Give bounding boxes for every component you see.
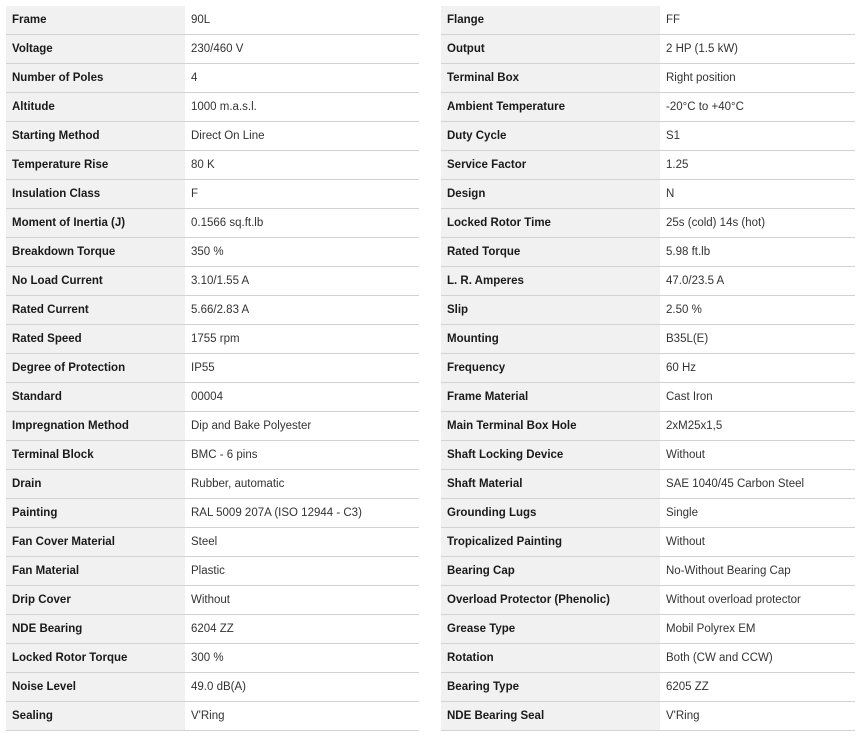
spec-table-left [6, 6, 419, 731]
spec-value: Both (CW and CCW) [660, 644, 855, 673]
spec-label: Output [441, 35, 660, 64]
spec-label: Degree of Protection [6, 354, 185, 383]
spec-value: BMC - 6 pins [185, 441, 419, 470]
spec-label: Locked Rotor Time [441, 209, 660, 238]
spec-value: Without [660, 441, 855, 470]
spec-value: 230/460 V [185, 35, 419, 64]
spec-row [6, 499, 419, 528]
spec-label: Insulation Class [6, 180, 185, 209]
spec-value: V'Ring [660, 702, 855, 731]
spec-value: 2.50 % [660, 296, 855, 325]
spec-label: Terminal Box [441, 64, 660, 93]
spec-label: Fan Material [6, 557, 185, 586]
spec-row [6, 93, 419, 122]
spec-row [441, 470, 855, 499]
spec-value: S1 [660, 122, 855, 151]
spec-row [6, 557, 419, 586]
spec-row [441, 209, 855, 238]
spec-table-left-body [6, 6, 419, 731]
spec-value: 6205 ZZ [660, 673, 855, 702]
spec-row [6, 35, 419, 64]
spec-label: Number of Poles [6, 64, 185, 93]
spec-value: Steel [185, 528, 419, 557]
spec-value: V'Ring [185, 702, 419, 731]
spec-label: Shaft Material [441, 470, 660, 499]
spec-value: 6204 ZZ [185, 615, 419, 644]
spec-row [6, 412, 419, 441]
spec-label: Moment of Inertia (J) [6, 209, 185, 238]
spec-label: Breakdown Torque [6, 238, 185, 267]
spec-value: 47.0/23.5 A [660, 267, 855, 296]
spec-label: Rated Current [6, 296, 185, 325]
spec-label: Locked Rotor Torque [6, 644, 185, 673]
spec-table-right [441, 6, 855, 731]
spec-label: Grounding Lugs [441, 499, 660, 528]
spec-value: Right position [660, 64, 855, 93]
spec-row [6, 122, 419, 151]
spec-label: Noise Level [6, 673, 185, 702]
spec-row [6, 354, 419, 383]
spec-row [441, 615, 855, 644]
spec-label: Main Terminal Box Hole [441, 412, 660, 441]
spec-label: Standard [6, 383, 185, 412]
spec-row [441, 325, 855, 354]
spec-row [6, 6, 419, 35]
spec-row [6, 151, 419, 180]
spec-row [441, 180, 855, 209]
spec-row [441, 354, 855, 383]
spec-row [6, 702, 419, 731]
spec-value: 60 Hz [660, 354, 855, 383]
spec-label: Shaft Locking Device [441, 441, 660, 470]
spec-value: F [185, 180, 419, 209]
spec-label: Duty Cycle [441, 122, 660, 151]
spec-row [441, 6, 855, 35]
spec-value: Dip and Bake Polyester [185, 412, 419, 441]
spec-row [441, 151, 855, 180]
spec-row [6, 267, 419, 296]
spec-value: 25s (cold) 14s (hot) [660, 209, 855, 238]
spec-value: 1000 m.a.s.l. [185, 93, 419, 122]
spec-row [441, 586, 855, 615]
spec-row [6, 470, 419, 499]
spec-row [6, 673, 419, 702]
spec-value: 4 [185, 64, 419, 93]
spec-label: Rotation [441, 644, 660, 673]
spec-row [441, 296, 855, 325]
spec-row [441, 412, 855, 441]
spec-row [6, 325, 419, 354]
spec-value: Plastic [185, 557, 419, 586]
spec-label: Impregnation Method [6, 412, 185, 441]
spec-value: Without [185, 586, 419, 615]
spec-value: Direct On Line [185, 122, 419, 151]
spec-value: 90L [185, 6, 419, 35]
spec-row [441, 644, 855, 673]
spec-label: Painting [6, 499, 185, 528]
spec-row [441, 383, 855, 412]
spec-row [441, 499, 855, 528]
spec-table-right-body [441, 6, 855, 731]
spec-label: Voltage [6, 35, 185, 64]
spec-row [441, 122, 855, 151]
spec-value: Mobil Polyrex EM [660, 615, 855, 644]
spec-label: Sealing [6, 702, 185, 731]
spec-value: 5.66/2.83 A [185, 296, 419, 325]
spec-label: Bearing Type [441, 673, 660, 702]
spec-label: Overload Protector (Phenolic) [441, 586, 660, 615]
spec-value: SAE 1040/45 Carbon Steel [660, 470, 855, 499]
spec-label: Slip [441, 296, 660, 325]
spec-label: Rated Torque [441, 238, 660, 267]
spec-row [6, 441, 419, 470]
spec-label: Temperature Rise [6, 151, 185, 180]
spec-label: Terminal Block [6, 441, 185, 470]
spec-label: NDE Bearing [6, 615, 185, 644]
spec-value: 1.25 [660, 151, 855, 180]
spec-value: 3.10/1.55 A [185, 267, 419, 296]
spec-value: 300 % [185, 644, 419, 673]
spec-row [441, 441, 855, 470]
spec-row [441, 35, 855, 64]
spec-label: L. R. Amperes [441, 267, 660, 296]
spec-row [6, 586, 419, 615]
spec-row [441, 702, 855, 731]
spec-value: 2 HP (1.5 kW) [660, 35, 855, 64]
spec-value: Rubber, automatic [185, 470, 419, 499]
spec-row [441, 93, 855, 122]
spec-label: Fan Cover Material [6, 528, 185, 557]
spec-value: Single [660, 499, 855, 528]
spec-row [6, 644, 419, 673]
spec-value: N [660, 180, 855, 209]
spec-row [6, 238, 419, 267]
spec-value: Cast Iron [660, 383, 855, 412]
spec-label: Bearing Cap [441, 557, 660, 586]
spec-value: 49.0 dB(A) [185, 673, 419, 702]
spec-row [6, 64, 419, 93]
spec-label: Grease Type [441, 615, 660, 644]
spec-value: 1755 rpm [185, 325, 419, 354]
spec-value: FF [660, 6, 855, 35]
spec-value: 5.98 ft.lb [660, 238, 855, 267]
spec-value: 2xM25x1,5 [660, 412, 855, 441]
spec-label: Tropicalized Painting [441, 528, 660, 557]
spec-row [441, 673, 855, 702]
spec-label: Flange [441, 6, 660, 35]
spec-row [441, 557, 855, 586]
spec-label: Frame Material [441, 383, 660, 412]
spec-row [441, 528, 855, 557]
spec-label: Drip Cover [6, 586, 185, 615]
spec-value: 350 % [185, 238, 419, 267]
spec-value: 0.1566 sq.ft.lb [185, 209, 419, 238]
spec-row [6, 209, 419, 238]
spec-value: -20°C to +40°C [660, 93, 855, 122]
spec-label: No Load Current [6, 267, 185, 296]
spec-row [6, 296, 419, 325]
spec-label: Drain [6, 470, 185, 499]
spec-label: Mounting [441, 325, 660, 354]
spec-row [6, 615, 419, 644]
spec-value: IP55 [185, 354, 419, 383]
spec-label: Altitude [6, 93, 185, 122]
spec-label: Frame [6, 6, 185, 35]
spec-label: NDE Bearing Seal [441, 702, 660, 731]
spec-value: RAL 5009 207A (ISO 12944 - C3) [185, 499, 419, 528]
spec-label: Design [441, 180, 660, 209]
spec-value: Without overload protector [660, 586, 855, 615]
spec-row [6, 180, 419, 209]
spec-value: 00004 [185, 383, 419, 412]
spec-row [6, 528, 419, 557]
spec-row [441, 267, 855, 296]
spec-row [6, 383, 419, 412]
spec-row [441, 238, 855, 267]
spec-value: 80 K [185, 151, 419, 180]
spec-label: Ambient Temperature [441, 93, 660, 122]
spec-label: Rated Speed [6, 325, 185, 354]
spec-label: Frequency [441, 354, 660, 383]
spec-label: Starting Method [6, 122, 185, 151]
spec-label: Service Factor [441, 151, 660, 180]
spec-value: Without [660, 528, 855, 557]
spec-row [441, 64, 855, 93]
spec-value: B35L(E) [660, 325, 855, 354]
spec-value: No-Without Bearing Cap [660, 557, 855, 586]
